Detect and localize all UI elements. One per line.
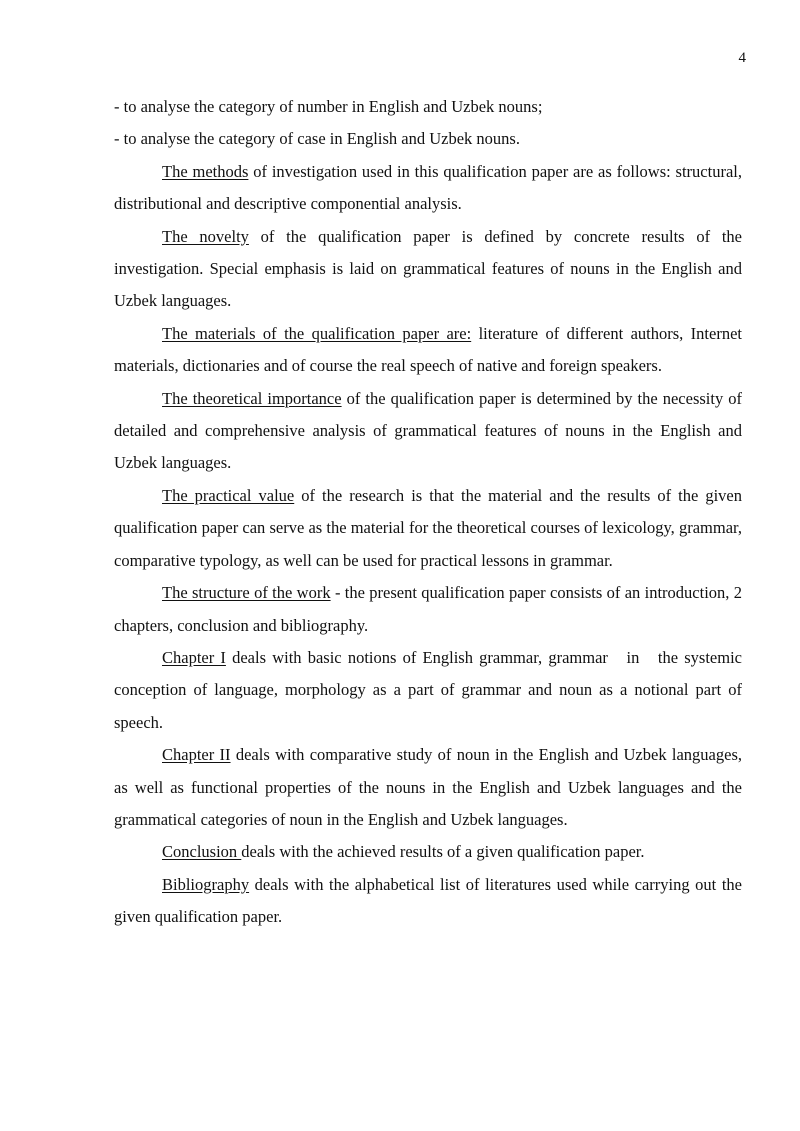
paragraph-practical-value bbox=[114, 480, 742, 577]
paragraph-novelty-text: of the qualification paper is defined by concrete results of the investigation. Special emphasis is laid on grammatical features of nouns in the English and Uzbek languages. bbox=[114, 226, 742, 311]
paragraph-theoretical-importance-text: of the qualification paper is determined by the necessity of detailed and comprehensive analysis of grammatical features of nouns in the English and Uzbek languages. bbox=[114, 388, 742, 473]
paragraph-bibliography bbox=[114, 869, 742, 934]
paragraph-materials bbox=[114, 318, 742, 383]
paragraph-materials-text: literature of different authors, Internet materials, dictionaries and of course the real speech of native and foreign speakers. bbox=[114, 323, 742, 376]
heading-theoretical-importance: The theoretical importance bbox=[162, 388, 342, 408]
paragraph-conclusion-text: deals with the achieved results of a given qualification paper. bbox=[241, 842, 645, 862]
heading-practical-value: The practical value bbox=[162, 485, 295, 505]
bullet-case-category: - to analyse the category of case in English and Uzbek nouns. bbox=[114, 129, 520, 149]
heading-conclusion: Conclusion bbox=[162, 842, 242, 862]
paragraph-conclusion bbox=[114, 836, 742, 868]
page-body bbox=[114, 91, 747, 934]
heading-structure: The structure of the work bbox=[162, 583, 331, 603]
paragraph-methods-text: of investigation used in this qualification paper are as follows: structural, distributional and descriptive componential analysis. bbox=[114, 161, 742, 214]
paragraph-chapter-one-text: deals with basic notions of English grammar, grammar in the systemic conception of language, morphology as a part of grammar and noun as a notional part of speech. bbox=[114, 647, 747, 732]
paragraph-practical-value-text: of the research is that the material and the results of the given qualification paper can serve as the material for the theoretical courses of lexicology, grammar, comparative typology, as well can be used for practical lessons in grammar. bbox=[114, 485, 742, 570]
bullet-number-category: - to analyse the category of number in English and Uzbek nouns; bbox=[114, 97, 543, 116]
heading-bibliography: Bibliography bbox=[162, 874, 250, 894]
paragraph-chapter-one bbox=[114, 642, 747, 739]
paragraph-theoretical-importance bbox=[114, 383, 742, 480]
heading-methods: The methods bbox=[162, 161, 249, 181]
paragraph-chapter-two-text: deals with comparative study of noun in the English and Uzbek languages, as well as functional properties of the nouns in the English and Uzbek languages and the grammatical categories of noun in the English and Uzbek languages. bbox=[114, 745, 742, 829]
heading-chapter-one: Chapter I bbox=[162, 647, 226, 667]
page-number: 4 bbox=[738, 50, 746, 66]
heading-chapter-two: Chapter II bbox=[162, 745, 231, 765]
paragraph-bibliography-text: deals with the alphabetical list of literatures used while carrying out the given qualification paper. bbox=[114, 874, 742, 927]
paragraph-chapter-two bbox=[114, 739, 742, 836]
paragraph-methods bbox=[114, 156, 742, 221]
paragraph-novelty bbox=[114, 221, 742, 318]
paragraph-structure-text: - the present qualification paper consists of an introduction, 2 chapters, conclusion and bibliography. bbox=[114, 583, 742, 635]
paragraph-structure bbox=[114, 577, 742, 642]
heading-materials: The materials of the qualification paper are: bbox=[162, 323, 472, 343]
heading-novelty: The novelty bbox=[162, 226, 249, 246]
